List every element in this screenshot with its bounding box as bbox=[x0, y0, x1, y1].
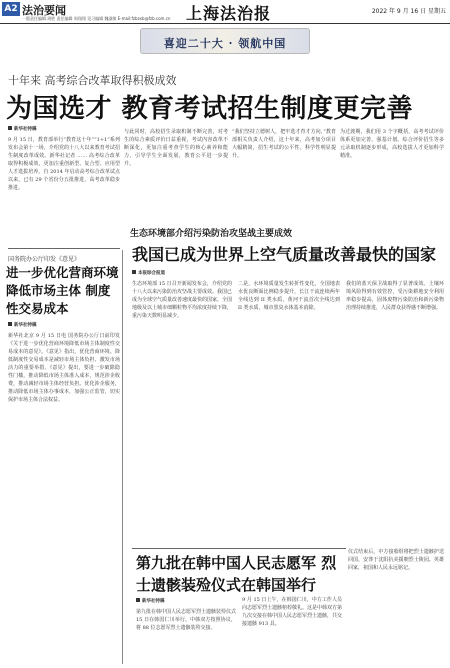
feature-banner bbox=[140, 28, 310, 54]
banner-title: 喜迎二十大 · 领航中国 bbox=[163, 37, 287, 50]
issue-date: 2022 年 9 月 16 日 星期五 bbox=[371, 8, 446, 15]
air-column-1: 生态环境部 15 日召开新闻发布会，介绍党的十八大以来污染防治攻坚战主要成效。我国已成为全球空气质量改善速度最快的国家，全国地级及以上城市细颗粒物平均浓度持续下降，重污染天数明显减少。 bbox=[132, 281, 232, 319]
section-name: 法治要闻 bbox=[22, 4, 66, 17]
lead-kicker: 十年来 高考综合改革取得积极成效 bbox=[8, 74, 177, 87]
air-column-3: 我们的蓝天保卫战取得了显著成效。土壤环境风险得到有效管控，受污染耕地安全利用率稳步提高，固体废物污染防治和新污染物治理持续推进，人民群众获得感不断增强。 bbox=[346, 281, 444, 311]
air-kicker: 生态环境部介绍污染防治攻坚战主要成效 bbox=[130, 229, 293, 239]
lead-column-3: “我们坚持立德树人，把牢选才育才方向，”教育部相关负责人介绍，这十年来，高考加分项目大幅精简，招生考试的公平性、科学性明显提升。 bbox=[232, 129, 336, 159]
martyrs-headline: 第九批在韩中国人民志愿军 烈士遗骸装殓仪式在韩国举行 bbox=[136, 554, 337, 594]
air-headline: 我国已成为世界上空气质量改善最快的国家 bbox=[132, 245, 437, 264]
left-body: 新华社北京 9 月 15 日电 国务院办公厅日前印发《关于进一步优化营商环境降低市场主体制度性交易成本的意见》。《意见》指出，优化营商环境、降低制度性交易成本是减轻市场主体负担、激发市场活力的重要举措。《意见》提出，要进一步破除隐性门槛，推动降低市场主体准入成本，规范涉企收费，推动减轻市场主体经营负担。优化涉企服务，推动降低市场主体办事成本，加强公正监管，切实保护市场主体合法权益。 bbox=[8, 333, 120, 403]
lead-column-4: 为过渡期，我们用 3 个字概括，高考考试评价体系更加完善。强基计划、综合评价招生等多元录取机制逐步形成，高校选拔人才更加科学精准。 bbox=[340, 129, 444, 159]
left-byline: 新华社特稿 bbox=[8, 322, 37, 328]
page-number-badge: A2 bbox=[2, 2, 20, 16]
left-kicker: 国务院办公厅印发《意见》 bbox=[8, 256, 81, 263]
air-column-2: 二是，水环境质量发生转折性变化，全国地表水优良断面比例稳步提升，长江干流连续两年全线达到 II 类水质，黄河干流首次全线达到 II 类水质，城市黑臭水体基本消除。 bbox=[238, 281, 340, 311]
masthead bbox=[0, 0, 450, 24]
martyrs-column-3: 仪式结束后，中方接收组将把烈士遗骸护送回国，安葬于沈阳抗美援朝烈士陵园。英雄回家，祖国和人民永远铭记。 bbox=[348, 549, 444, 571]
left-headline: 进一步优化营商环境 降低市场主体 制度性交易成本 bbox=[6, 265, 119, 316]
lead-column-2: 与此同时，高校招生录取机制不断完善，对考生的综合素质评价日益重视，考试内容改革不断深化，更加注重考查学生的核心素养和能力，引导学生全面发展，教育公平进一步提升。 bbox=[124, 129, 228, 167]
column-rule bbox=[122, 250, 123, 664]
air-byline: 本报综合报道 bbox=[132, 270, 165, 276]
lead-byline: 新华社特稿 bbox=[8, 126, 37, 132]
story-rule bbox=[132, 548, 346, 549]
martyrs-column-1: 第九批在韩中国人民志愿军烈士遗骸装殓仪式 15 日在韩国仁川举行。中韩双方按照协议，将 88 位志愿军烈士遗骸装殓交接。 bbox=[136, 609, 236, 631]
newspaper-logo: 上海法治报 bbox=[186, 4, 272, 23]
lead-headline: 为国选才 教育考试招生制度更完善 bbox=[6, 94, 414, 124]
martyrs-column-2: 9 月 15 日上午，在韩国仁川，中方工作人员向志愿军烈士遗骸棺椁敬礼。这是中韩双方第九次交接在韩中国人民志愿军烈士遗骸，共交接遗骸 913 具。 bbox=[242, 597, 342, 627]
staff-credits: 一版责任编辑 周胜 责任编辑 周翔翔 见习编辑 魏淑敏 E-mail:fzbzxb@fzb.com.cn bbox=[22, 16, 171, 21]
section-rule bbox=[8, 248, 120, 249]
lead-column-1: 9 月 15 日，教育部举行“教育这十年”“1+1”系列发布会第十一场，介绍党的十八大以来教育考试招生制度改革成效。新华社记者 …… 高考综合改革取得积极成效，更加注重创新型、复合型、应用型人才选拔培养。自 2014 年启动高考综合改革试点以来，已有 29 个省份分五批推进，高考改革稳步推进。 bbox=[8, 137, 120, 191]
martyrs-byline: 新华社特稿 bbox=[136, 598, 165, 604]
